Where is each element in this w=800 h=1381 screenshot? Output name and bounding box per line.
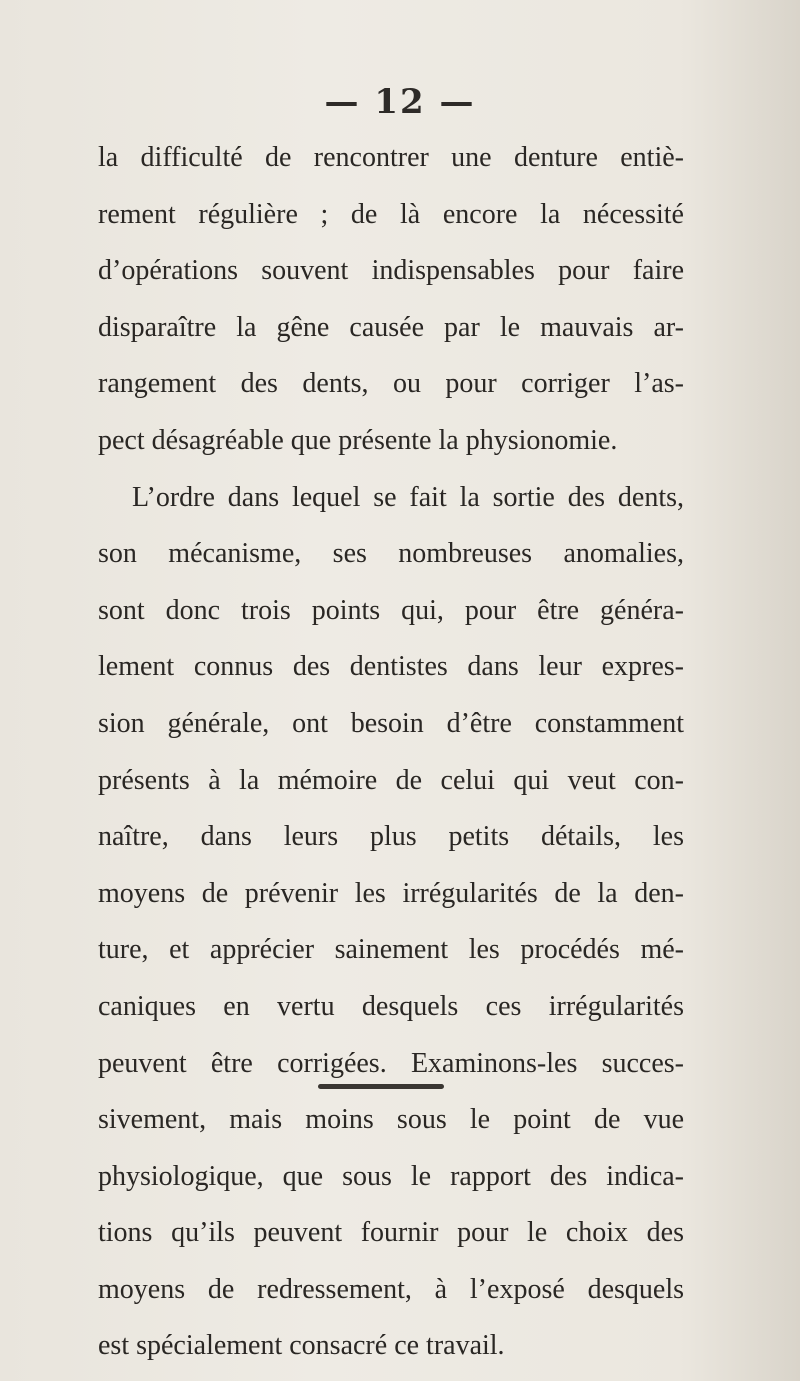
body-text xyxy=(98,130,684,1375)
text-line: d’opérations souvent indispensables pour faire xyxy=(98,255,684,287)
text-line: physiologique, que sous le rapport des indica- xyxy=(98,1160,684,1192)
text-line: moyens de redressement, à l’exposé desquels xyxy=(98,1273,684,1305)
text-line: est spécialement consacré ce travail. xyxy=(98,1330,505,1362)
text-line: présents à la mémoire de celui qui veut con- xyxy=(98,764,684,796)
section-divider xyxy=(318,1084,444,1089)
text-line: pect désagréable que présente la physionomie. xyxy=(98,424,618,456)
text-line: rangement des dents, ou pour corriger l’as- xyxy=(98,368,684,400)
page-number: — 12 — xyxy=(324,82,476,122)
text-line: caniques en vertu desquels ces irrégularités xyxy=(98,990,684,1022)
text-line: sont donc trois points qui, pour être généra- xyxy=(98,594,684,626)
text-line: disparaître la gêne causée par le mauvais ar- xyxy=(98,311,684,343)
text-line: ture, et apprécier sainement les procédés mé- xyxy=(98,934,684,966)
text-line: la difficulté de rencontrer une denture entiè- xyxy=(98,142,684,173)
text-line: son mécanisme, ses nombreuses anomalies, xyxy=(98,538,684,570)
text-line: tions qu’ils peuvent fournir pour le choix des xyxy=(98,1217,684,1249)
text-line: sion générale, ont besoin d’être constamment xyxy=(98,707,684,739)
text-line: sivement, mais moins sous le point de vue xyxy=(98,1104,684,1136)
text-line: L’ordre dans lequel se fait la sortie des dents, xyxy=(132,481,684,513)
text-line: peuvent être corrigées. Examinons-les succes- xyxy=(98,1047,684,1079)
text-line: moyens de prévenir les irrégularités de la den- xyxy=(98,877,684,909)
text-line: naître, dans leurs plus petits détails, les xyxy=(98,821,684,853)
text-line: lement connus des dentistes dans leur expres- xyxy=(98,651,684,683)
text-line: rement régulière ; de là encore la nécessité xyxy=(98,198,684,230)
